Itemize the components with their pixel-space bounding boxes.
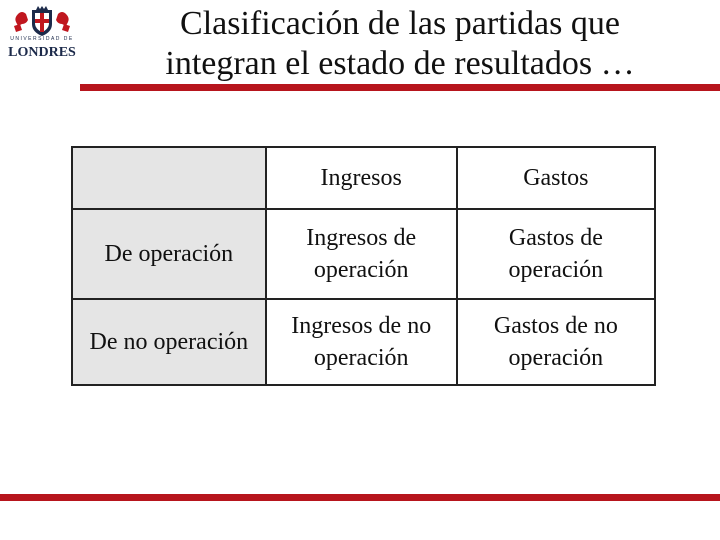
cell-ingresos-no-operacion: Ingresos de no operación [266, 299, 457, 385]
cell-gastos-no-operacion: Gastos de no operación [457, 299, 655, 385]
classification-table [71, 146, 656, 386]
table-row [72, 209, 655, 299]
slide-title [80, 4, 720, 88]
logo-university-line: UNIVERSIDAD DE [10, 36, 74, 42]
cell-ingresos-operacion: Ingresos de operación [266, 209, 457, 299]
title-line-1: Clasificación de las partidas que [180, 5, 620, 42]
corner-cell [72, 147, 266, 209]
crest-icon [4, 6, 80, 38]
table-header-row [72, 147, 655, 209]
table-row [72, 299, 655, 385]
footer-rule [0, 494, 720, 501]
header-gastos: Gastos [457, 147, 655, 209]
logo-name: LONDRES [8, 45, 76, 60]
row-label-no-operacion: De no operación [72, 299, 266, 385]
title-underline [80, 84, 720, 91]
university-logo [4, 6, 80, 62]
row-label-operacion: De operación [72, 209, 266, 299]
header-ingresos: Ingresos [266, 147, 457, 209]
title-line-2: integran el estado de resultados … [165, 45, 635, 82]
cell-gastos-operacion: Gastos de operación [457, 209, 655, 299]
